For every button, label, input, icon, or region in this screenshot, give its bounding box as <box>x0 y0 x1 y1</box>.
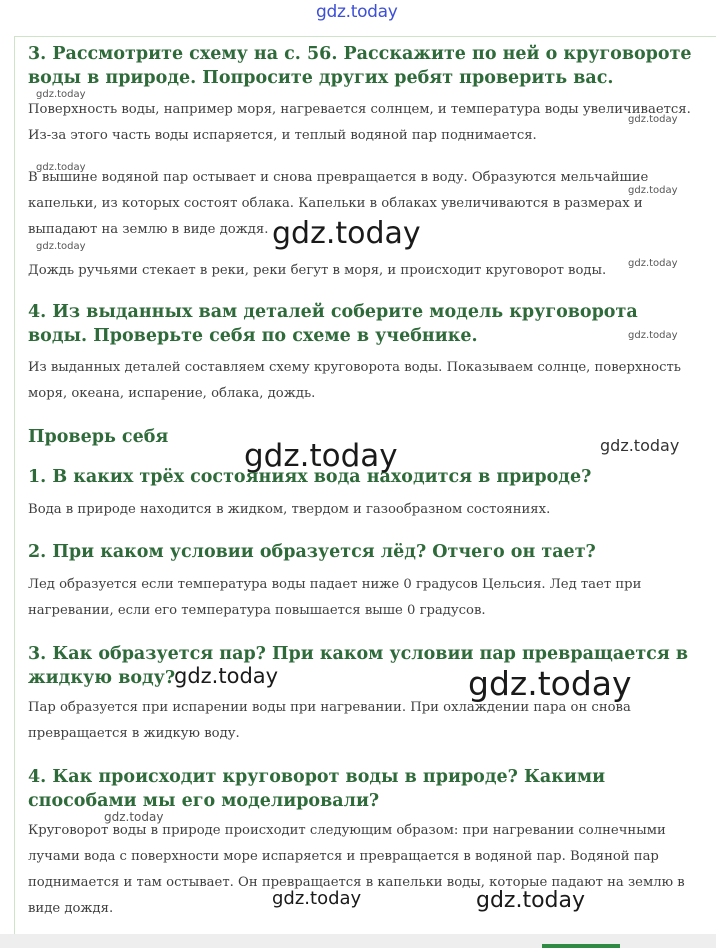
watermark-text: gdz.today <box>628 185 678 196</box>
check-2-block <box>28 540 696 564</box>
watermark-text: gdz.today <box>174 664 279 688</box>
q3-paragraph-2: В вышине водяной пар остывает и снова превращается в воду. Образуются мельчайшие капельки, из которых состоят облака. Капельки в облаках увеличиваются в размерах и выпадают на землю в виде дождя. <box>28 170 649 237</box>
watermark-text: gdz.today <box>36 162 86 173</box>
q4-heading: 4. Из выданных вам деталей соберите модель круговорота воды. Проверьте себя по схеме в учебнике. <box>28 302 638 346</box>
q3-heading: 3. Рассмотрите схему на с. 56. Расскажите по ней о круговороте воды в природе. Попросите других ребят проверить вас. <box>28 44 692 88</box>
q4-paragraph: Из выданных деталей составляем схему круговорота воды. Показываем солнце, поверхность моря, океана, испарение, облака, дождь. <box>28 360 681 401</box>
watermark-text: gdz.today <box>476 888 586 913</box>
watermark-text: gdz.today <box>244 438 398 474</box>
check-3-text: Пар образуется при испарении воды при нагревании. При охлаждении пара он снова превращается в жидкую воду. <box>28 700 631 741</box>
watermark-text: gdz.today <box>104 810 164 824</box>
watermark-text: gdz.today <box>600 436 680 455</box>
check-1-text: Вода в природе находится в жидком, твердом и газообразном состояниях. <box>28 502 551 517</box>
check-4-heading: 4. Как происходит круговорот воды в природе? Какими способами мы его моделировали? <box>28 767 606 811</box>
check-3-heading: 3. Как образуется пар? При каком условии пар превращается в жидкую воду? <box>28 644 689 688</box>
watermark-text: gdz.today <box>272 888 362 909</box>
check-title: Проверь себя <box>28 427 169 447</box>
check-4-text: Круговорот воды в природе происходит следующим образом: при нагревании солнечными лучами вода с поверхности море испаряется и превращается в водяной пар. Водяной пар поднимается и там остывает. Он превращается в капельки воды, которые падают на землю в виде дождя. <box>28 823 685 916</box>
check-4-answer <box>28 818 696 922</box>
check-2-heading: 2. При каком условии образуется лёд? Отчего он тает? <box>28 542 596 562</box>
site-logo[interactable]: gdz.today <box>316 2 398 22</box>
q4-answer <box>28 355 696 407</box>
check-1-answer <box>28 497 696 523</box>
check-1-heading: 1. В каких трёх состояниях вода находится в природе? <box>28 467 592 487</box>
q3-paragraph-1: Поверхность воды, например моря, нагревается солнцем, и температура воды увеличивается. Из-за этого часть воды испаряется, и теплый водяной пар поднимается. <box>28 102 691 143</box>
q3-block <box>28 42 696 90</box>
watermark-text: gdz.today <box>36 241 86 252</box>
watermark-text: gdz.today <box>628 258 678 269</box>
check-4-block <box>28 765 696 813</box>
watermark-text: gdz.today <box>36 89 86 100</box>
watermark-text: gdz.today <box>628 330 678 341</box>
footer-accent <box>542 944 620 948</box>
check-2-answer <box>28 572 696 624</box>
q3-answer-1 <box>28 97 696 149</box>
q3-answer-3 <box>28 258 696 284</box>
watermark-text: gdz.today <box>628 114 678 125</box>
watermark-text: gdz.today <box>272 216 421 251</box>
watermark-text: gdz.today <box>468 664 632 703</box>
q3-paragraph-3: Дождь ручьями стекает в реки, реки бегут в моря, и происходит круговорот воды. <box>28 263 607 278</box>
check-2-text: Лед образуется если температура воды падает ниже 0 градусов Цельсия. Лед тает при нагревании, если его температура повышается выше 0 градусов. <box>28 577 642 618</box>
q4-block <box>28 300 696 348</box>
